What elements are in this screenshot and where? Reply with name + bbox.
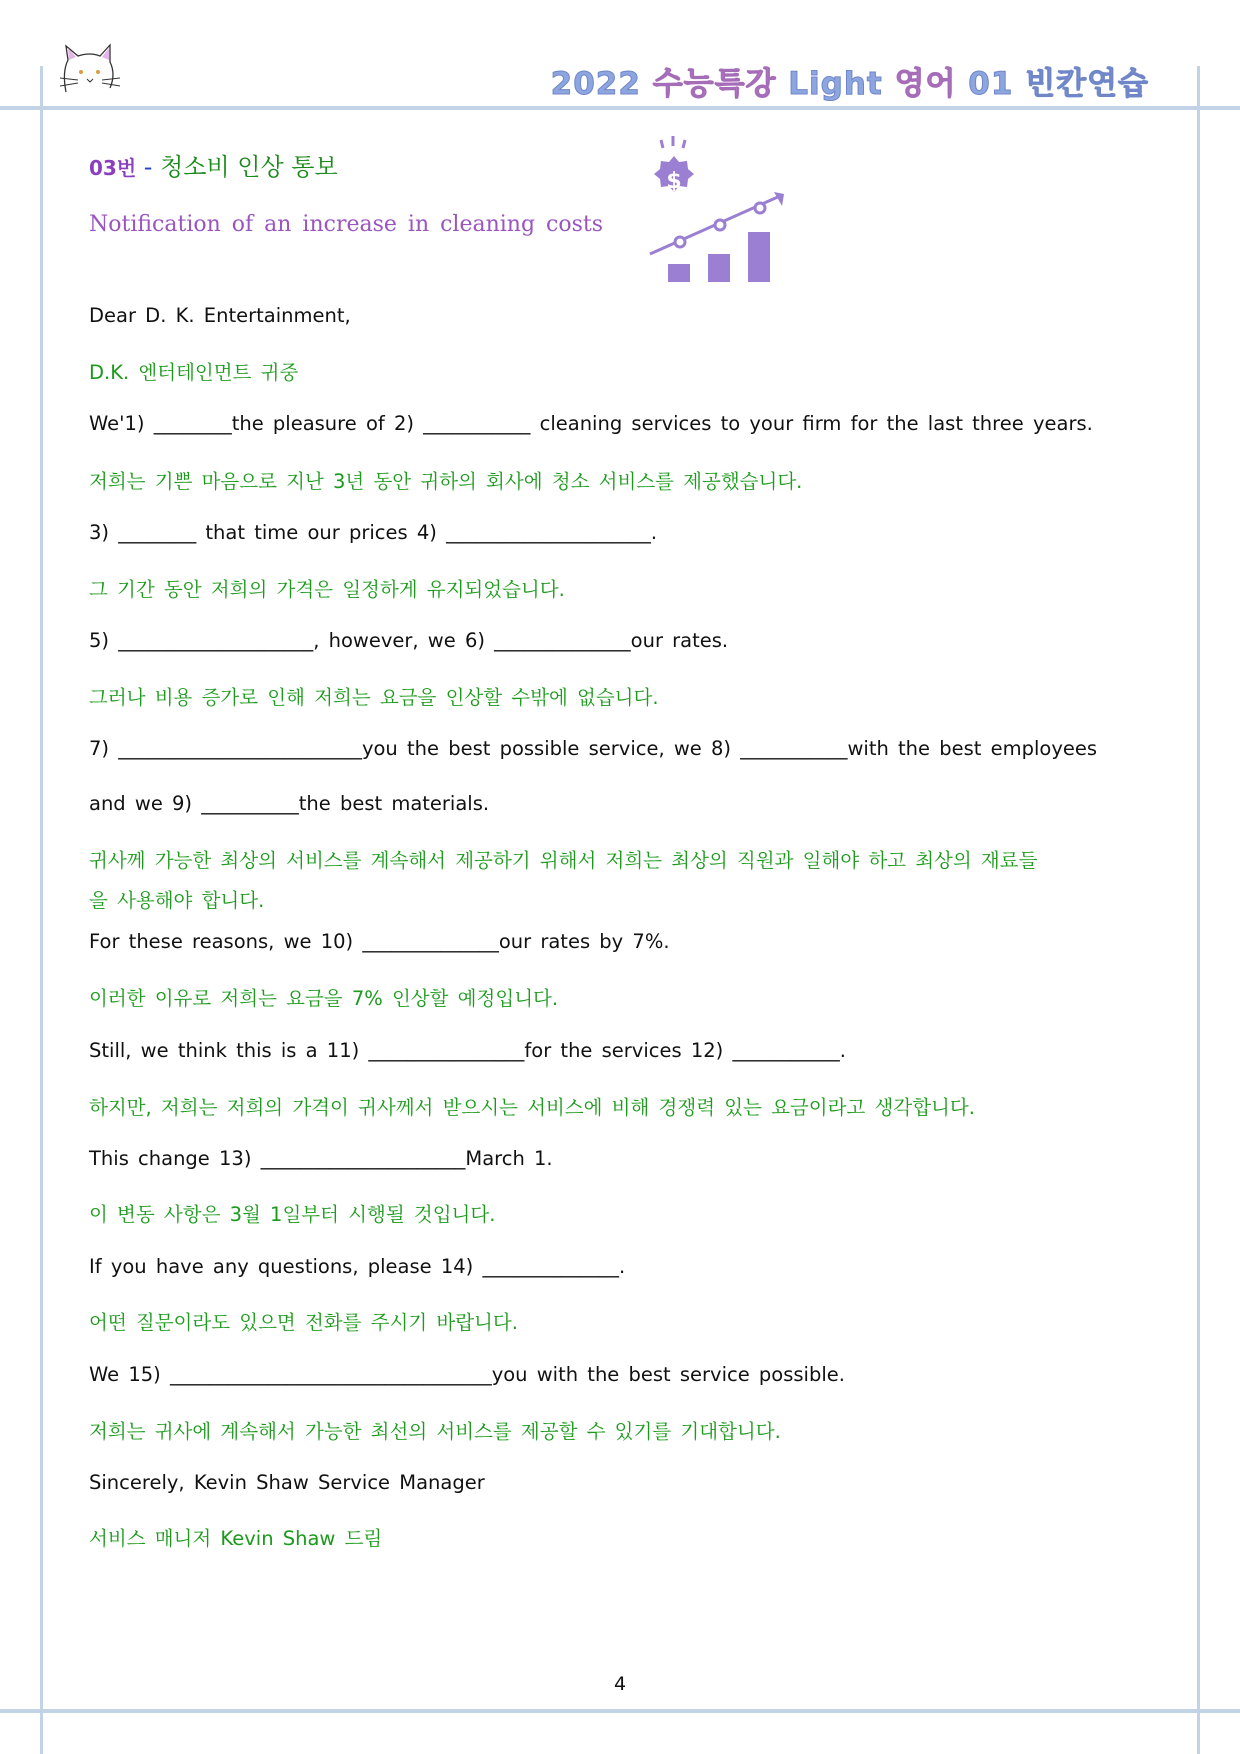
korean-translation: 서비스 매니저 Kevin Shaw 드림 <box>89 1527 383 1550</box>
korean-translation: 이 변동 사항은 3월 1일부터 시행될 것입니다. <box>89 1203 496 1226</box>
title-type: 빈칸연습 <box>1025 66 1149 102</box>
korean-translation: D.K. 엔터테인먼트 귀중 <box>89 361 299 384</box>
rising-cost-chart-icon <box>644 132 794 284</box>
korean-translation: 이러한 이유로 저희는 요금을 7% 인상할 예정입니다. <box>89 987 559 1010</box>
title-subject: 영어 <box>894 66 957 102</box>
page-number: 4 <box>613 1673 627 1695</box>
english-sentence: 5) ____________________, however, we 6) ______________our rates. <box>89 629 729 652</box>
section-heading <box>89 147 338 182</box>
korean-translation: 그러나 비용 증가로 인해 저희는 요금을 인상할 수밖에 없습니다. <box>89 686 659 709</box>
english-sentence: For these reasons, we 10) ______________our rates by 7%. <box>89 930 670 953</box>
english-sentence: We 15) _________________________________you with the best service possible. <box>89 1363 845 1386</box>
english-sentence: Sincerely, Kevin Shaw Service Manager <box>89 1471 485 1494</box>
english-sentence: Still, we think this is a 11) ________________for the services 12) ___________. <box>89 1039 846 1062</box>
korean-translation: 저희는 기쁜 마음으로 지난 3년 동안 귀하의 회사에 청소 서비스를 제공했습니다. <box>89 470 803 493</box>
title-year: 2022 <box>550 66 641 102</box>
header-rule <box>0 106 1240 110</box>
korean-translation: 그 기간 동안 저희의 가격은 일정하게 유지되었습니다. <box>89 578 565 601</box>
document-title <box>551 58 1149 103</box>
english-sentence: 3) ________ that time our prices 4) _____________________. <box>89 521 658 544</box>
korean-translation: 저희는 귀사에 계속해서 가능한 최선의 서비스를 제공할 수 있기를 기대합니다. <box>89 1420 781 1443</box>
title-unit: 01 <box>968 66 1014 102</box>
right-margin-line <box>1197 66 1200 1754</box>
korean-translation: 을 사용해야 합니다. <box>89 889 265 912</box>
cat-logo-icon <box>58 42 124 98</box>
question-number: 03번 <box>89 156 137 180</box>
english-sentence: We'1) ________the pleasure of 2) ___________ cleaning services to your firm for the last three years. <box>89 412 1093 435</box>
section-title-korean: 청소비 인상 통보 <box>160 153 338 181</box>
korean-translation: 귀사께 가능한 최상의 서비스를 계속해서 제공하기 위해서 저희는 최상의 직원과 일해야 하고 최상의 재료들 <box>89 849 1038 872</box>
section-title-english: Notification of an increase in cleaning costs <box>89 212 604 237</box>
footer-rule <box>0 1709 1240 1713</box>
english-sentence: If you have any questions, please 14) ______________. <box>89 1255 626 1278</box>
svg-text:$: $ <box>666 169 682 194</box>
korean-translation: 하지만, 저희는 저희의 가격이 귀사께서 받으시는 서비스에 비해 경쟁력 있는 요금이라고 생각합니다. <box>89 1096 975 1119</box>
heading-dash: - <box>143 153 153 181</box>
title-light: Light <box>788 66 883 102</box>
english-sentence: 7) _________________________you the best possible service, we 8) ___________with the best employees <box>89 737 1098 760</box>
english-sentence: and we 9) __________the best materials. <box>89 792 490 815</box>
title-series: 수능특강 <box>652 66 777 102</box>
english-sentence: This change 13) _____________________March 1. <box>89 1147 553 1170</box>
english-sentence: Dear D. K. Entertainment, <box>89 304 351 327</box>
korean-translation: 어떤 질문이라도 있으면 전화를 주시기 바랍니다. <box>89 1311 518 1334</box>
left-margin-line <box>40 66 43 1754</box>
